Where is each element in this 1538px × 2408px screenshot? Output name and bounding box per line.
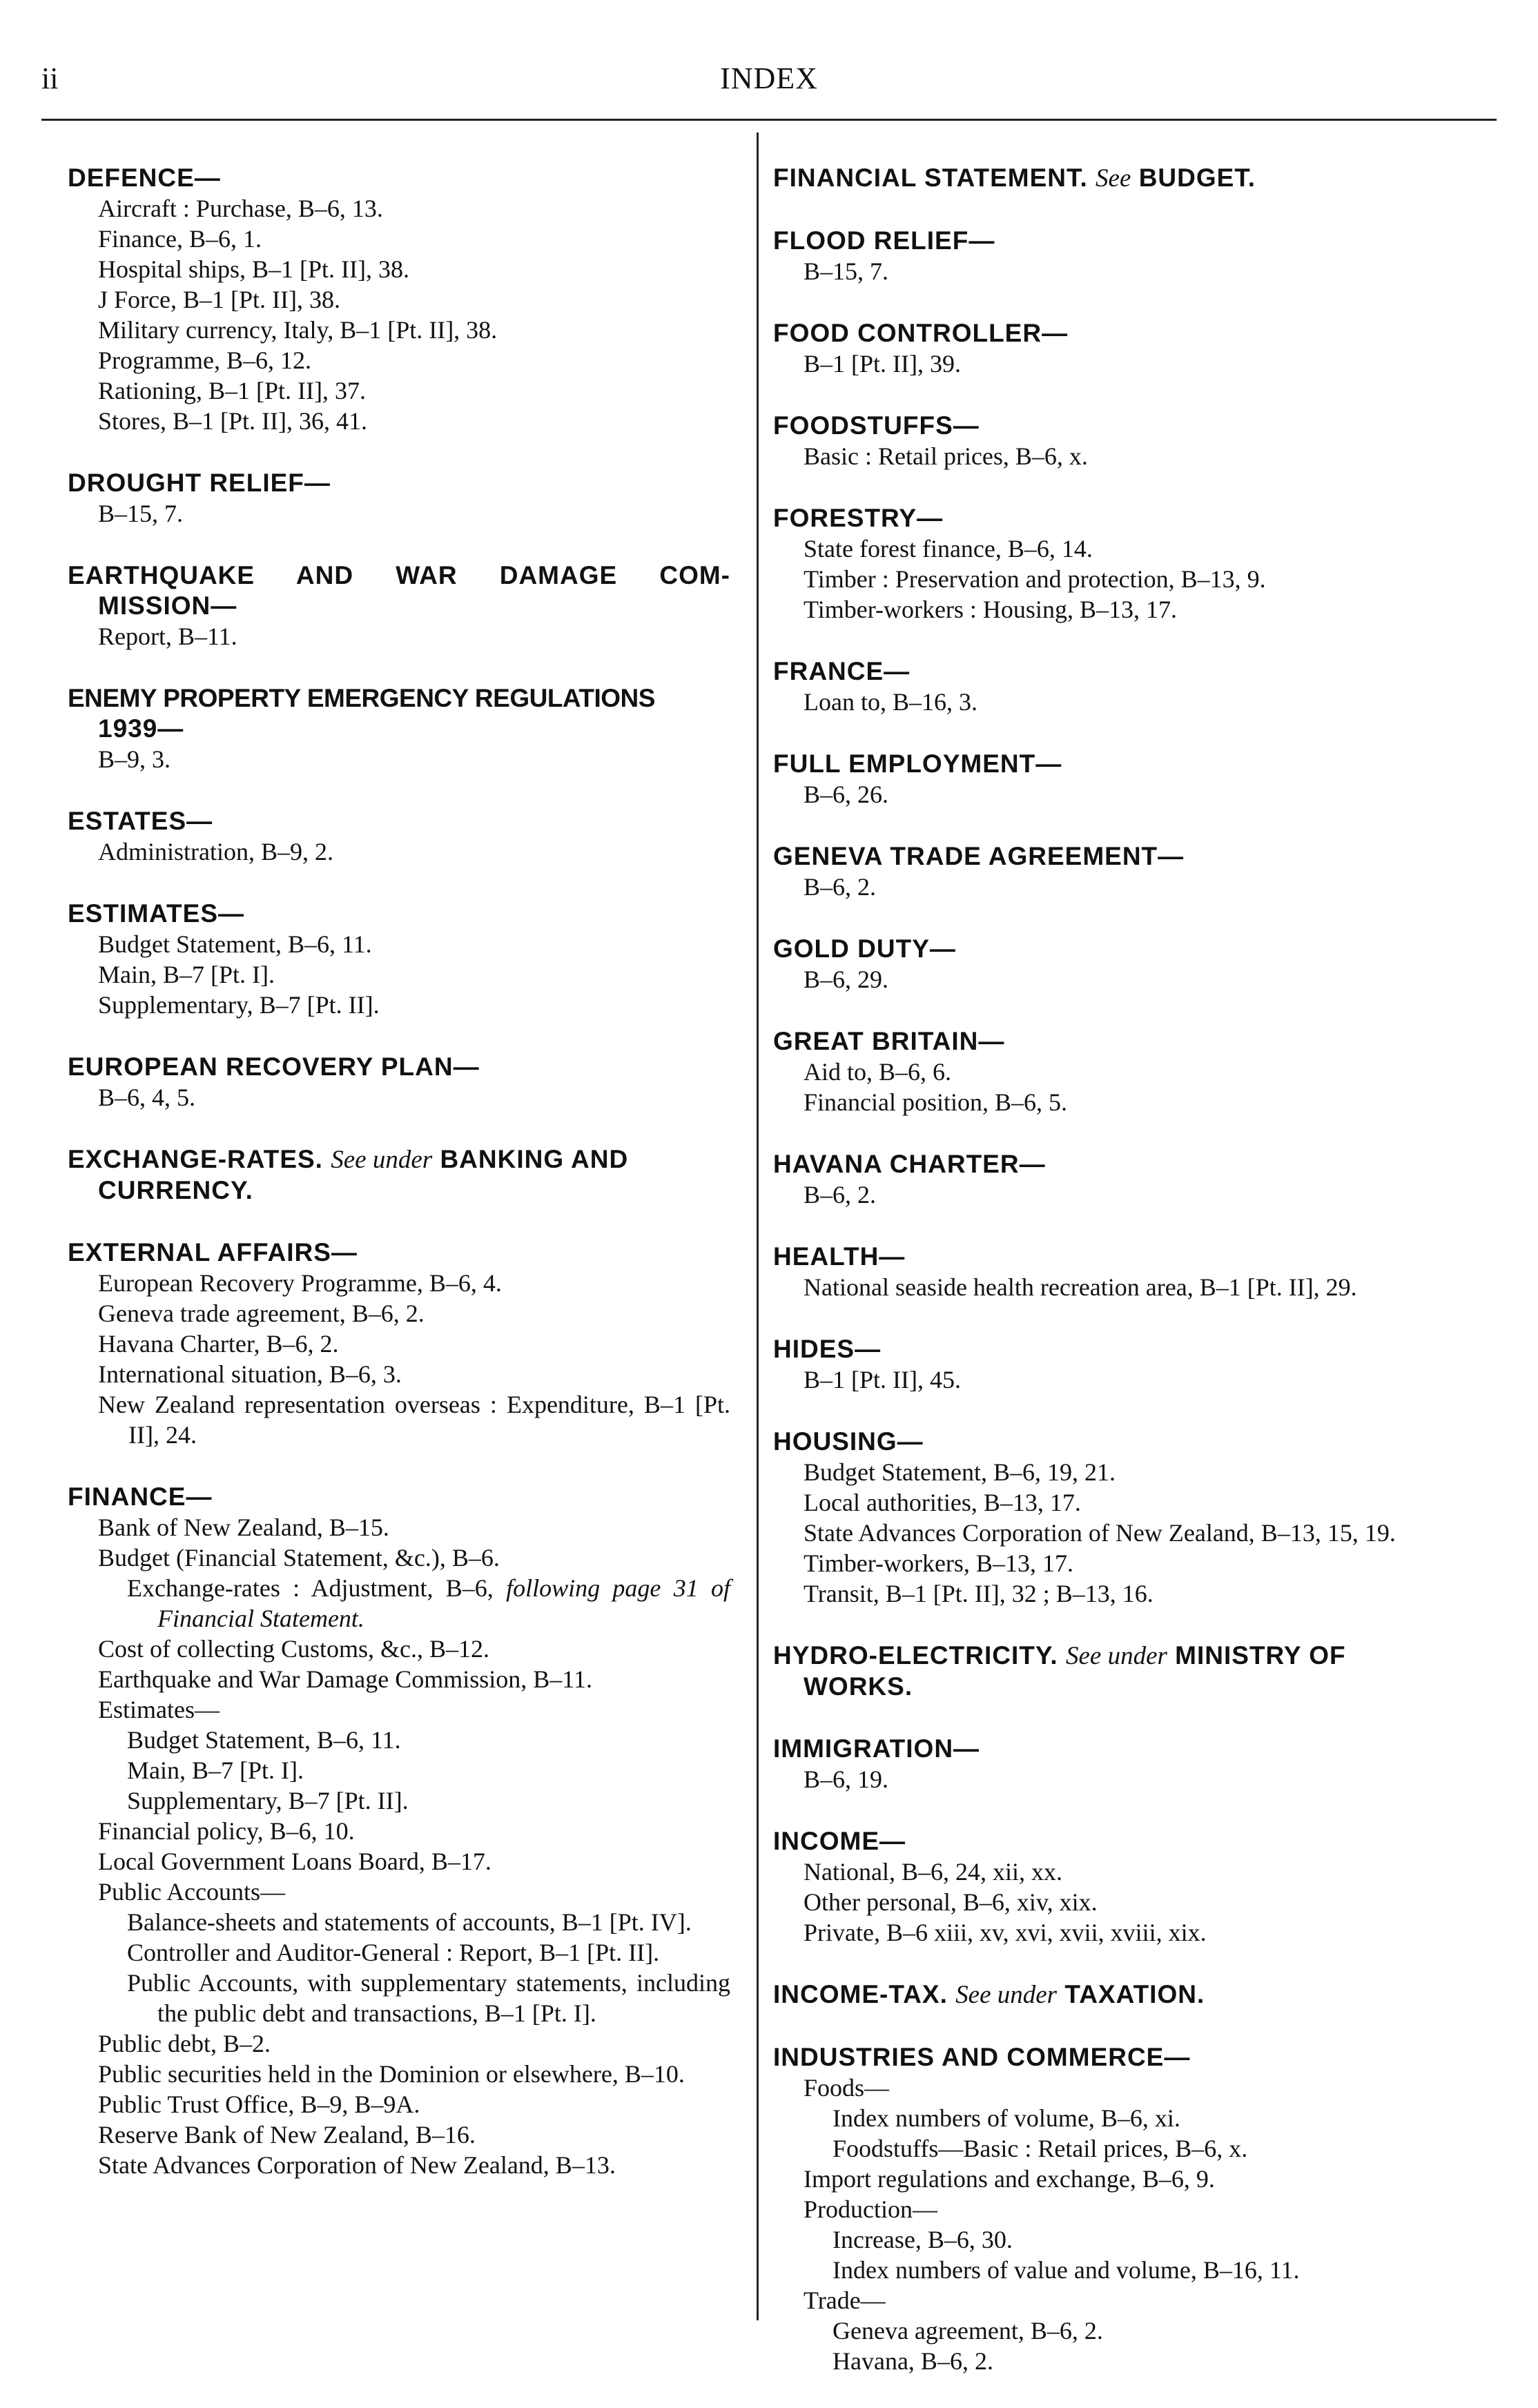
subentry-nested: Index numbers of value and volume, B–16, 11. <box>833 2256 1300 2284</box>
subentry: Havana Charter, B–6, 2. <box>98 1330 339 1358</box>
subentry: Earthquake and War Damage Commission, B–11. <box>98 1665 592 1693</box>
index-entry-exchange-rates <box>68 1144 730 1206</box>
index-entry-european-recovery <box>68 1052 730 1113</box>
running-head: INDEX <box>720 61 818 95</box>
index-entry-income-tax <box>773 1979 1477 2010</box>
index-entry-flood-relief <box>773 226 1477 286</box>
subentry-nested <box>68 1573 730 1634</box>
index-entry-industries-commerce <box>773 2042 1477 2376</box>
heading-text: EXCHANGE-RATES. <box>68 1145 323 1173</box>
subentry: Public debt, B–2. <box>98 2030 271 2057</box>
subentry: B–15, 7. <box>98 500 184 527</box>
page-number: ii <box>41 61 59 95</box>
entry-heading: INCOME— <box>773 1827 906 1855</box>
subentry: Budget (Financial Statement, &c.), B–6. <box>98 1544 500 1572</box>
subentry-nested: Public Accounts, with supplementary statements, including the public debt and transactions, B–1 [Pt. I]. <box>127 1969 730 2027</box>
subentry-nested: Budget Statement, B–6, 11. <box>127 1726 401 1754</box>
subentry: Budget Statement, B–6, 19, 21. <box>804 1458 1116 1486</box>
entry-heading: INDUSTRIES AND COMMERCE— <box>773 2043 1191 2071</box>
entry-heading: FORESTRY— <box>773 504 944 532</box>
subentry: B–6, 2. <box>804 1181 877 1208</box>
entry-heading: HOUSING— <box>773 1427 924 1456</box>
cross-reference-target-continued: WORKS. <box>804 1672 913 1701</box>
entry-heading-continued: MISSION— <box>98 591 237 620</box>
subentry: Financial position, B–6, 5. <box>804 1088 1067 1116</box>
index-entry-hides <box>773 1334 1477 1395</box>
heading-text: HYDRO-ELECTRICITY. <box>773 1641 1058 1670</box>
cross-reference-target-continued: CURRENCY. <box>98 1176 253 1204</box>
subentry: Administration, B–9, 2. <box>98 838 333 865</box>
heading-text: FINANCIAL STATEMENT. <box>773 164 1088 192</box>
subentry: Aircraft : Purchase, B–6, 13. <box>98 195 383 222</box>
subentry: B–9, 3. <box>98 745 171 773</box>
subentry-nested: Main, B–7 [Pt. I]. <box>127 1756 304 1784</box>
subentry: Supplementary, B–7 [Pt. II]. <box>98 991 380 1019</box>
index-entry-food-controller <box>773 318 1477 379</box>
cross-reference-target: BUDGET. <box>1138 164 1256 192</box>
index-entry-france <box>773 656 1477 717</box>
subentry: Other personal, B–6, xiv, xix. <box>804 1888 1098 1916</box>
subentry: Hospital ships, B–1 [Pt. II], 38. <box>98 255 410 283</box>
entry-heading: FINANCE— <box>68 1482 213 1511</box>
subentry: Financial policy, B–6, 10. <box>98 1817 355 1845</box>
index-entry-enemy-property <box>68 683 730 774</box>
subentry: Loan to, B–16, 3. <box>804 688 977 716</box>
entry-heading-continued: 1939— <box>98 714 184 743</box>
index-entry-earthquake <box>68 560 730 652</box>
subentry: Cost of collecting Customs, &c., B–12. <box>98 1635 489 1663</box>
subentry: J Force, B–1 [Pt. II], 38. <box>98 286 340 313</box>
index-entry-income <box>773 1826 1477 1948</box>
subentry-nested: Supplementary, B–7 [Pt. II]. <box>127 1787 409 1814</box>
subentry: Import regulations and exchange, B–6, 9. <box>804 2165 1215 2193</box>
subentry: B–1 [Pt. II], 39. <box>804 350 961 378</box>
entry-heading: EXTERNAL AFFAIRS— <box>68 1238 358 1266</box>
entry-heading: GENEVA TRADE AGREEMENT— <box>773 842 1185 870</box>
subentry: Estimates— <box>98 1696 220 1723</box>
subentry: National seaside health recreation area, B–1 [Pt. II], 29. <box>804 1273 1357 1301</box>
subentry: State Advances Corporation of New Zealand, B–13, 15, 19. <box>804 1519 1396 1547</box>
subentry: Timber-workers, B–13, 17. <box>804 1549 1073 1577</box>
entry-heading: HEALTH— <box>773 1242 906 1271</box>
subentry: Rationing, B–1 [Pt. II], 37. <box>98 377 366 404</box>
entry-heading: ESTIMATES— <box>68 899 244 928</box>
cross-reference-target: TAXATION. <box>1064 1980 1205 2008</box>
column-divider <box>757 133 759 2320</box>
subentry: Local Government Loans Board, B–17. <box>98 1848 491 1875</box>
index-entry-foodstuffs <box>773 411 1477 471</box>
subentry: Stores, B–1 [Pt. II], 36, 41. <box>98 407 367 435</box>
index-entry-external-affairs <box>68 1237 730 1450</box>
entry-heading: FOOD CONTROLLER— <box>773 319 1069 347</box>
entry-heading: HAVANA CHARTER— <box>773 1150 1046 1178</box>
subentry: B–6, 29. <box>804 966 889 993</box>
entry-heading: ESTATES— <box>68 807 213 835</box>
index-entry-financial-statement <box>773 163 1477 194</box>
subentry: Public Trust Office, B–9, B–9A. <box>98 2091 420 2118</box>
subentry: Public securities held in the Dominion or elsewhere, B–10. <box>98 2060 685 2088</box>
index-entry-estimates <box>68 899 730 1020</box>
subentry: National, B–6, 24, xii, xx. <box>804 1858 1062 1886</box>
index-entry-havana-charter <box>773 1149 1477 1210</box>
subentry-nested: Foodstuffs—Basic : Retail prices, B–6, x. <box>833 2135 1248 2162</box>
subentry-italic-text: following page 31 of Financial Statement. <box>157 1574 731 1632</box>
subentry: European Recovery Programme, B–6, 4. <box>98 1269 502 1297</box>
entry-heading: GOLD DUTY— <box>773 934 956 963</box>
subentry: B–6, 26. <box>804 781 889 808</box>
heading-text: INCOME-TAX. <box>773 1980 948 2008</box>
index-entry-health <box>773 1242 1477 1302</box>
index-entry-finance <box>68 1482 730 2180</box>
left-column <box>68 163 730 2212</box>
subentry: Transit, B–1 [Pt. II], 32 ; B–13, 16. <box>804 1580 1154 1607</box>
index-entry-housing <box>773 1427 1477 1609</box>
cross-reference-target: BANKING AND <box>440 1145 629 1173</box>
entry-heading <box>773 163 1477 194</box>
subentry: Geneva trade agreement, B–6, 2. <box>98 1300 425 1327</box>
index-entry-great-britain <box>773 1026 1477 1117</box>
index-entry-drought-relief <box>68 468 730 529</box>
subentry: Military currency, Italy, B–1 [Pt. II], 38. <box>98 316 498 344</box>
subentry: Private, B–6 xiii, xv, xvi, xvii, xviii, xix. <box>804 1919 1207 1946</box>
index-entry-defence <box>68 163 730 436</box>
entry-heading: IMMIGRATION— <box>773 1734 980 1763</box>
subentry-nested: Index numbers of volume, B–6, xi. <box>833 2104 1180 2132</box>
subentry: Programme, B–6, 12. <box>98 346 311 374</box>
subentry: Production— <box>804 2195 937 2223</box>
subentry: Budget Statement, B–6, 11. <box>98 930 372 958</box>
subentry-nested: Geneva agreement, B–6, 2. <box>833 2317 1103 2345</box>
subentry: B–6, 2. <box>804 873 877 901</box>
subentry: Timber-workers : Housing, B–13, 17. <box>804 596 1177 623</box>
entry-heading <box>68 1144 730 1175</box>
entry-heading: EUROPEAN RECOVERY PLAN— <box>68 1053 480 1081</box>
entry-heading: FRANCE— <box>773 657 911 685</box>
subentry: New Zealand representation overseas : Expenditure, B–1 [Pt. II], 24. <box>98 1391 730 1449</box>
subentry: B–6, 4, 5. <box>98 1084 196 1111</box>
subentry: Finance, B–6, 1. <box>98 225 262 253</box>
subentry-nested: Balance-sheets and statements of accounts, B–1 [Pt. IV]. <box>127 1908 692 1936</box>
entry-heading: FLOOD RELIEF— <box>773 226 995 255</box>
header-rule <box>41 119 1497 121</box>
subentry: Bank of New Zealand, B–15. <box>98 1514 389 1541</box>
subentry-nested: Controller and Auditor-General : Report, B–1 [Pt. II]. <box>127 1939 660 1966</box>
subentry: Local authorities, B–13, 17. <box>804 1489 1081 1516</box>
entry-heading: DEFENCE— <box>68 164 221 192</box>
index-entry-hydro-electricity <box>773 1641 1477 1702</box>
subentry: Trade— <box>804 2287 886 2314</box>
index-entry-gold-duty <box>773 934 1477 995</box>
index-entry-full-employment <box>773 749 1477 810</box>
entry-heading: FOODSTUFFS— <box>773 411 980 440</box>
see-reference: See under <box>331 1146 433 1174</box>
subentry-text: Exchange-rates : Adjustment, B–6, <box>127 1574 494 1602</box>
subentry: Foods— <box>804 2074 890 2102</box>
subentry-nested: Increase, B–6, 30. <box>833 2226 1013 2253</box>
subentry: B–1 [Pt. II], 45. <box>804 1366 961 1393</box>
subentry: International situation, B–6, 3. <box>98 1360 402 1388</box>
entry-heading: EARTHQUAKE AND WAR DAMAGE COM- <box>68 561 730 589</box>
cross-reference-target: MINISTRY OF <box>1175 1641 1346 1670</box>
subentry: Main, B–7 [Pt. I]. <box>98 961 275 988</box>
subentry: Public Accounts— <box>98 1878 285 1906</box>
right-column <box>773 163 1477 2408</box>
index-entry-immigration <box>773 1734 1477 1794</box>
subentry: State forest finance, B–6, 14. <box>804 535 1093 562</box>
subentry: State Advances Corporation of New Zealand, B–13. <box>98 2151 616 2179</box>
subentry-nested: Havana, B–6, 2. <box>833 2347 993 2375</box>
index-entry-forestry <box>773 503 1477 625</box>
subentry: Report, B–11. <box>98 623 237 650</box>
subentry: Reserve Bank of New Zealand, B–16. <box>98 2121 476 2148</box>
subentry: Timber : Preservation and protection, B–13, 9. <box>804 565 1266 593</box>
entry-heading <box>773 1979 1477 2010</box>
entry-heading: FULL EMPLOYMENT— <box>773 750 1062 778</box>
see-reference: See <box>1096 164 1131 193</box>
entry-heading <box>773 1641 1477 1672</box>
see-reference: See under <box>1065 1642 1167 1670</box>
subentry: B–6, 19. <box>804 1765 889 1793</box>
subentry: Aid to, B–6, 6. <box>804 1058 952 1086</box>
index-entry-estates <box>68 806 730 867</box>
entry-heading: GREAT BRITAIN— <box>773 1027 1005 1055</box>
subentry: Basic : Retail prices, B–6, x. <box>804 442 1088 470</box>
index-entry-geneva-trade <box>773 841 1477 902</box>
entry-heading: DROUGHT RELIEF— <box>68 469 331 497</box>
entry-heading: ENEMY PROPERTY EMERGENCY REGULATIONS <box>68 684 655 712</box>
subentry: B–15, 7. <box>804 257 889 285</box>
entry-heading: HIDES— <box>773 1335 882 1363</box>
see-reference: See under <box>955 1981 1058 2009</box>
